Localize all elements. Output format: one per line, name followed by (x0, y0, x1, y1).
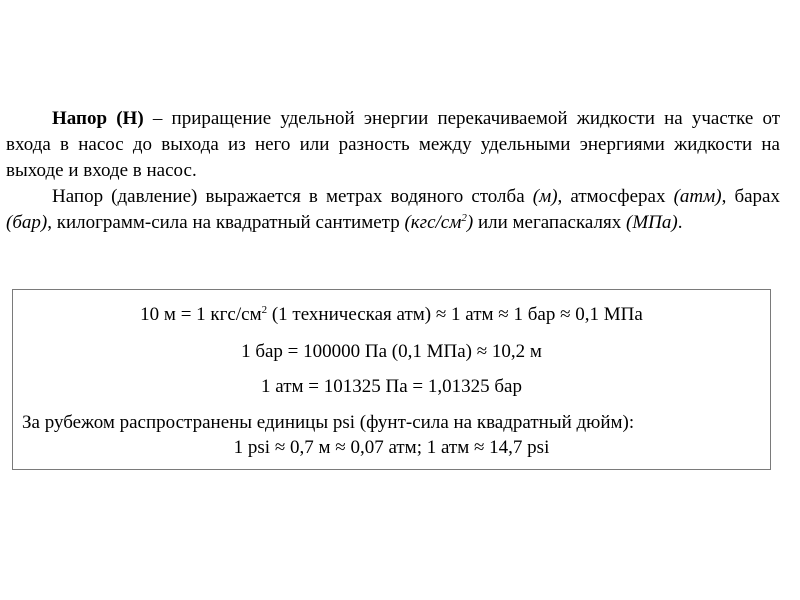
units-text-4: , килограмм-сила на квадратный сантиметр (47, 212, 405, 233)
psi-conversion-line: 1 psi ≈ 0,7 м ≈ 0,07 атм; 1 атм ≈ 14,7 psi (233, 437, 550, 458)
conversion-line-3: 1 атм = 101325 Па = 1,01325 бар (261, 376, 522, 397)
psi-note: За рубежом распространены единицы psi (фунт-сила на квадратный дюйм): (22, 412, 635, 433)
unit-bar: (бар) (6, 212, 48, 233)
conversion-line-1-b: (1 техническая атм) ≈ 1 атм ≈ 1 бар ≈ 0,1 МПа (267, 304, 643, 325)
unit-kgf-cm2 (404, 212, 473, 233)
units-text-5: или мегапаскалях (473, 212, 626, 233)
unit-meter: (м) (532, 186, 558, 207)
definition-text (6, 106, 780, 236)
conversion-line-1-exponent: 2 (261, 304, 268, 316)
units-text-2: , атмосферах (557, 186, 674, 207)
unit-kgf-cm2-base: (кгс/см (404, 212, 462, 233)
conversion-line-1-a: 10 м = 1 кгс/см (140, 304, 262, 325)
unit-atm: (атм) (673, 186, 722, 207)
conversion-line-2: 1 бар = 100000 Па (0,1 МПа) ≈ 10,2 м (241, 341, 542, 362)
head-term: Напор (Н) (52, 108, 144, 129)
head-definition-paragraph (6, 106, 780, 184)
units-paragraph (6, 184, 780, 236)
conversion-line-1 (13, 304, 770, 326)
units-text-1: Напор (давление) выражается в метрах водяного столба (52, 186, 533, 207)
units-text-6: . (677, 212, 683, 233)
unit-kgf-cm2-exponent: 2 (461, 212, 467, 224)
unit-kgf-cm2-close: ) (466, 212, 474, 233)
unit-mpa: (МПа) (626, 212, 678, 233)
conversion-box (12, 289, 771, 470)
head-definition: – приращение удельной энергии перекачиваемой жидкости на участке от входа в насос до выхода из него или разность между удельными энергиями жидкости на выходе и входе в насос. (6, 108, 781, 181)
units-text-3: , барах (721, 186, 780, 207)
